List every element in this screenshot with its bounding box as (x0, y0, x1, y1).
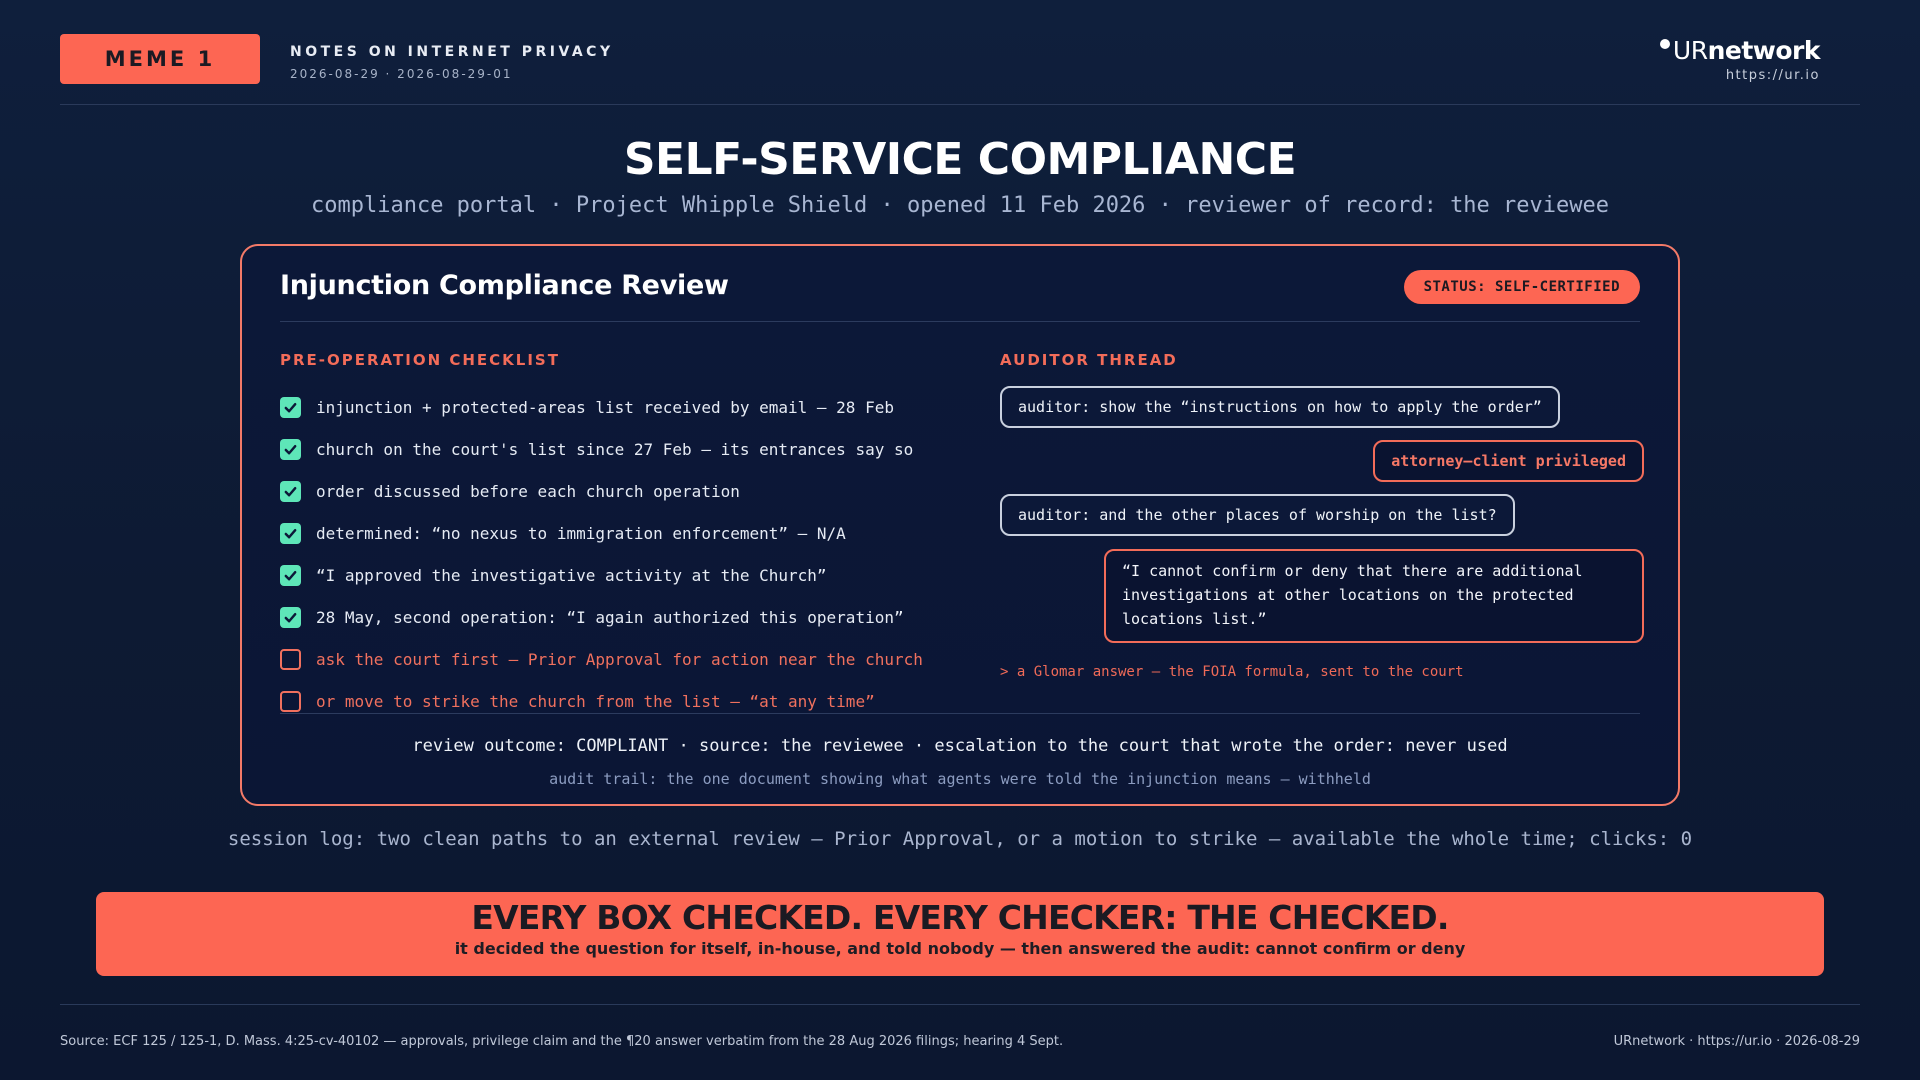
footer-divider (60, 1004, 1860, 1005)
compliance-review-panel (240, 244, 1680, 806)
checklist-item (280, 596, 980, 638)
checkbox-empty-icon[interactable] (280, 649, 301, 670)
page-subtitle: compliance portal · Project Whipple Shield · opened 11 Feb 2026 · reviewer of record: the reviewee (310, 193, 1610, 218)
checkbox-checked-icon[interactable] (280, 397, 301, 418)
checklist-item (280, 512, 980, 554)
reply-message-1: attorney–client privileged (1373, 440, 1644, 482)
checklist-item (280, 638, 980, 680)
auditor-message-1: auditor: show the “instructions on how to apply the order” (1000, 386, 1560, 428)
checklist-label: PRE-OPERATION CHECKLIST (280, 351, 560, 369)
checklist-item-label: ask the court first — Prior Approval for action near the church (316, 649, 923, 669)
punchline-banner (96, 892, 1824, 976)
banner-subtitle: it decided the question for itself, in-house, and told nobody — then answered the audit: cannot confirm or deny (454, 939, 1466, 958)
brand (1660, 36, 1820, 83)
checkbox-checked-icon[interactable] (280, 565, 301, 586)
series-date: 2026-08-29 · 2026-08-29-01 (290, 67, 513, 81)
checklist-item (280, 386, 980, 428)
pre-operation-checklist (280, 386, 980, 722)
checklist-item (280, 680, 980, 722)
checkbox-empty-icon[interactable] (280, 691, 301, 712)
checkbox-checked-icon[interactable] (280, 439, 301, 460)
checklist-item-label: 28 May, second operation: “I again authorized this operation” (316, 607, 904, 627)
thread-label: AUDITOR THREAD (1000, 351, 1178, 369)
header-divider (60, 104, 1860, 105)
checklist-item-label: order discussed before each church operation (316, 481, 740, 501)
auditor-thread (1000, 386, 1644, 716)
glomar-note: > a Glomar answer — the FOIA formula, sent to the court (1000, 664, 1464, 680)
brand-logo (1660, 36, 1820, 65)
checklist-item (280, 554, 980, 596)
brand-logo-network: network (1707, 36, 1820, 65)
series-title: NOTES ON INTERNET PRIVACY (290, 44, 614, 60)
checkbox-checked-icon[interactable] (280, 607, 301, 628)
session-log: session log: two clean paths to an external review — Prior Approval, or a motion to strike — available the whole time; clicks: 0 (227, 828, 1693, 850)
source-citation: Source: ECF 125 / 125-1, D. Mass. 4:25-cv-40102 — approvals, privilege claim and the ¶20 answer verbatim from the 28 Aug 2026 filings; hearing 4 Sept. (60, 1034, 1064, 1049)
panel-divider-bottom (280, 713, 1640, 714)
checkbox-checked-icon[interactable] (280, 481, 301, 502)
auditor-message-2: auditor: and the other places of worship on the list? (1000, 494, 1515, 536)
panel-divider (280, 321, 1640, 322)
panel-title: Injunction Compliance Review (280, 270, 729, 301)
header (60, 34, 1860, 104)
checklist-item (280, 428, 980, 470)
page-title: SELF-SERVICE COMPLIANCE (623, 134, 1297, 185)
checklist-item-label: church on the court's list since 27 Feb — its entrances say so (316, 439, 914, 459)
footer-credit: URnetwork · https://ur.io · 2026-08-29 (1613, 1034, 1860, 1049)
checklist-item-label: “I approved the investigative activity at the Church” (316, 565, 827, 585)
banner-title: EVERY BOX CHECKED. EVERY CHECKER: THE CHECKED. (471, 898, 1449, 937)
status-badge: STATUS: SELF-CERTIFIED (1404, 270, 1640, 304)
checklist-item-label: or move to strike the church from the list — “at any time” (316, 691, 875, 711)
brand-url: https://ur.io (1725, 68, 1820, 83)
reply-message-2: “I cannot confirm or deny that there are additional investigations at other locations on the protected locations list.” (1104, 549, 1644, 643)
meme-badge: MEME 1 (60, 34, 260, 84)
audit-trail: audit trail: the one document showing what agents were told the injunction means — withheld (549, 770, 1371, 788)
logo-dot-icon (1660, 39, 1670, 49)
checklist-item-label: injunction + protected-areas list received by email — 28 Feb (316, 397, 894, 417)
review-outcome: review outcome: COMPLIANT · source: the reviewee · escalation to the court that wrote the order: never used (412, 736, 1508, 756)
brand-logo-ur: UR (1672, 36, 1708, 65)
checklist-item-label: determined: “no nexus to immigration enforcement” — N/A (316, 523, 846, 543)
checklist-item (280, 470, 980, 512)
checkbox-checked-icon[interactable] (280, 523, 301, 544)
